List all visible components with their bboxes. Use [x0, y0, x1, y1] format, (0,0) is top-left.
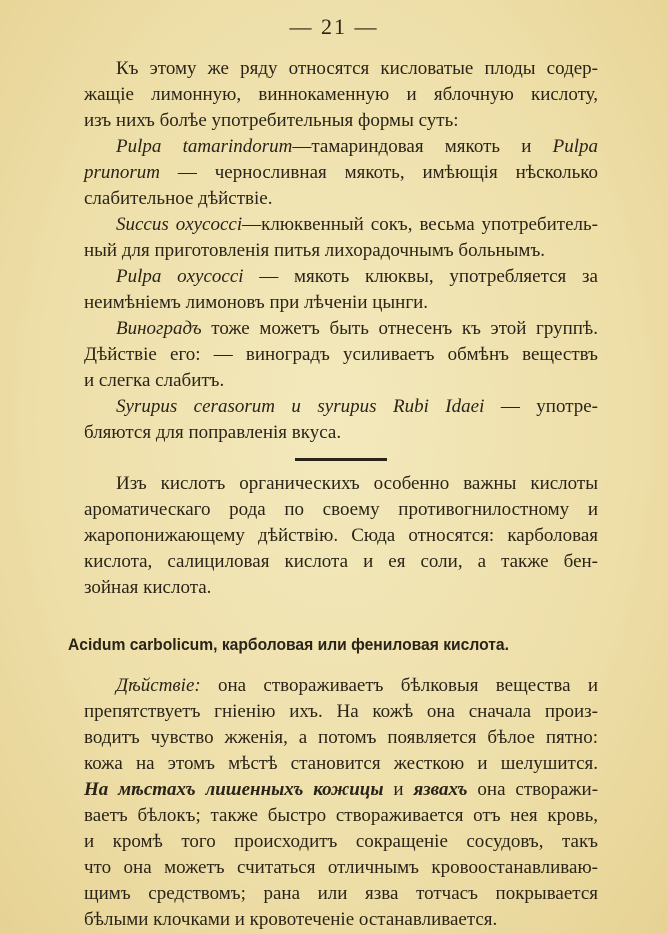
- text-line: [84, 420, 598, 446]
- text-line: [84, 855, 598, 881]
- text-line: [84, 134, 598, 160]
- text-line: [84, 881, 598, 907]
- text-run: она створаживаетъ бѣлковыя вещества и: [200, 675, 598, 696]
- text-line: [84, 264, 598, 290]
- text-run: Изъ кислотъ органическихъ особенно важны кислоты: [116, 473, 598, 494]
- text-run: препятствуетъ гніенію ихъ. На кожѣ она сначала произ-: [84, 701, 598, 722]
- text-run: бѣлыми клочками и кровотеченіе останавливается.: [84, 909, 498, 930]
- text-run: она створажи-: [467, 779, 599, 800]
- section-divider: [295, 458, 387, 461]
- text-run: Дѣйствіе его: — виноградъ усиливаетъ обмѣнъ веществъ: [84, 344, 598, 365]
- text-line: [84, 829, 598, 855]
- text-run: ный для приготовленія питья лихорадочнымъ больнымъ.: [84, 240, 546, 261]
- text-run: — употре-: [484, 396, 599, 417]
- text-line: [84, 342, 598, 368]
- text-line: [84, 549, 598, 575]
- emphasized-term: Pulpa: [552, 136, 598, 157]
- text-run: —клюквенный сокъ, весьма употребитель-: [242, 214, 598, 235]
- text-run: и слегка слабитъ.: [84, 370, 225, 391]
- emphasized-term: Виноградъ: [116, 318, 202, 339]
- text-line: [84, 212, 598, 238]
- text-run: жащіе лимонную, виннокаменную и яблочную кислоту,: [84, 84, 598, 105]
- text-line: [84, 56, 598, 82]
- paragraph: [84, 134, 598, 212]
- text-run: и кромѣ того происходитъ сокращеніе сосудовъ, такъ: [84, 831, 598, 852]
- text-run: — черносливная мякоть, имѣющія нѣсколько: [160, 162, 598, 183]
- text-line: [84, 777, 598, 803]
- emphasized-term: язвахъ: [413, 779, 468, 800]
- emphasized-term: Syrupus cerasorum и syrupus Rubi Idaei: [116, 396, 485, 417]
- text-run: слабительное дѣйствіе.: [84, 188, 273, 209]
- text-line: [84, 160, 598, 186]
- text-run: тоже можетъ быть отнесенъ къ этой группѣ.: [201, 318, 598, 339]
- text-line: [84, 394, 598, 420]
- text-run: водитъ чувство жженія, а потомъ появляется бѣлое пятно:: [84, 727, 598, 748]
- text-line: [84, 725, 598, 751]
- text-line: [84, 497, 598, 523]
- section-organic-acids: [84, 471, 598, 601]
- text-run: бляются для поправленія вкуса.: [84, 422, 342, 443]
- text-run: ароматическаго рода по своему противогнилостному и: [84, 499, 598, 520]
- emphasized-term: Pulpa oxycocci: [116, 266, 244, 287]
- text-line: [84, 290, 598, 316]
- paragraph: [84, 316, 598, 394]
- paragraph: [84, 471, 598, 601]
- page-number: — 21 —: [289, 14, 379, 39]
- text-run: — мякоть клюквы, употребляется за: [243, 266, 598, 287]
- text-line: [84, 803, 598, 829]
- text-run: что она можетъ считаться отличнымъ кровоостанавливаю-: [84, 857, 598, 878]
- emphasized-term: Дѣйствіе:: [116, 675, 201, 696]
- text-line: [84, 699, 598, 725]
- text-line: [84, 82, 598, 108]
- paragraph: [84, 673, 598, 933]
- emphasized-term: prunorum: [84, 162, 161, 183]
- text-run: неимѣніемъ лимоновъ при лѣченіи цынги.: [84, 292, 429, 313]
- text-line: [84, 186, 598, 212]
- emphasized-term: Succus oxycocci: [116, 214, 243, 235]
- paragraph: [84, 394, 598, 446]
- text-run: кислота, салициловая кислота и ея соли, а также бен-: [84, 551, 598, 572]
- text-run: изъ нихъ болѣе употребительныя формы суть:: [84, 110, 459, 131]
- text-run: ваетъ бѣлокъ; также быстро створаживается отъ нея кровь,: [84, 805, 598, 826]
- section-carbolic-acid: [84, 673, 598, 933]
- page-body: [68, 56, 599, 933]
- text-run: зойная кислота.: [84, 577, 212, 598]
- text-run: Къ этому же ряду относятся кисловатые плоды содер-: [116, 58, 598, 79]
- text-line: [84, 575, 598, 601]
- text-line: [84, 108, 598, 134]
- emphasized-term: На мѣстахъ лишенныхъ кожицы: [84, 779, 384, 800]
- text-run: щимъ средствомъ; рана или язва тотчасъ покрывается: [84, 883, 598, 904]
- paragraph: [84, 56, 598, 134]
- text-line: [84, 471, 598, 497]
- text-run: кожа на этомъ мѣстѣ становится жесткою и шелушится.: [84, 753, 598, 774]
- text-run: —тамариндовая мякоть и: [292, 136, 553, 157]
- text-run: и: [383, 779, 414, 800]
- text-line: [84, 751, 598, 777]
- text-run: жаропонижающему дѣйствію. Сюда относятся: карболовая: [84, 525, 598, 546]
- text-line: [84, 238, 598, 264]
- paragraph: [84, 264, 598, 316]
- paragraph: [84, 212, 598, 264]
- section-fruit-acids: [84, 56, 598, 446]
- text-line: [84, 673, 598, 699]
- text-line: [84, 907, 598, 933]
- text-line: [84, 368, 598, 394]
- section-heading: Acidum carbolicum, карболовая или фениловая кислота.: [68, 635, 509, 654]
- text-line: [84, 523, 598, 549]
- text-line: [84, 316, 598, 342]
- emphasized-term: Pulpa tamarindorum: [116, 136, 293, 157]
